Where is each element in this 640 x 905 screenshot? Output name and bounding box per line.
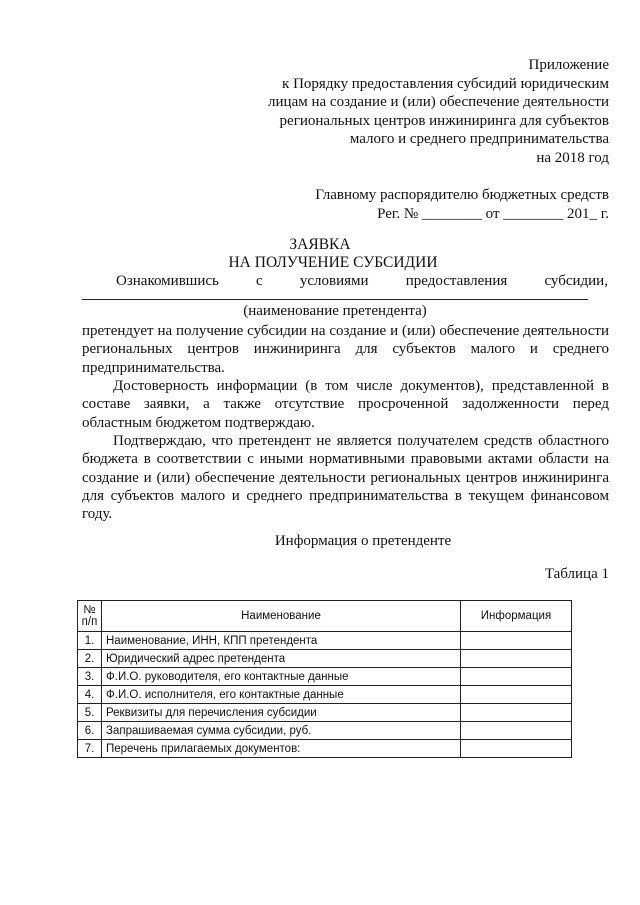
table-row [78,740,572,758]
info-column-header: Информация [461,601,572,632]
row-number: 6. [78,722,102,740]
table-row [78,722,572,740]
row-number: 4. [78,686,102,704]
annex-line: Приложение [528,57,609,73]
row-name: Ф.И.О. исполнителя, его контактные данные [102,686,461,704]
section-heading: Информация о претенденте [274,533,452,549]
intro-line [116,272,608,290]
intro-word: Ознакомившись [116,273,219,289]
annex-line: малого и среднего предпринимательства [349,131,609,147]
row-info-cell[interactable] [461,668,572,686]
document-title: ЗАЯВКА [289,236,351,253]
table-row [78,668,572,686]
row-name: Наименование, ИНН, КПП претендента [102,632,461,650]
paragraph-reliability: Достоверность информации (в том числе документов), представленной в составе заявки, а также отсутствие просроченной задолженности перед областным бюджетом подтверждаю. [82,378,609,431]
row-info-cell[interactable] [461,632,572,650]
row-name: Запрашиваемая сумма субсидии, руб. [102,722,461,740]
table-row [78,686,572,704]
row-name: Реквизиты для перечисления субсидии [102,704,461,722]
document-subtitle: НА ПОЛУЧЕНИЕ СУБСИДИИ [228,254,438,271]
table-label: Таблица 1 [544,566,609,582]
applicant-name-field[interactable] [82,299,588,300]
annex-line: к Порядку предоставления субсидий юридическим [282,75,609,92]
paragraph-claim: претендует на получение субсидии на создание и (или) обеспечение деятельности региональных центров инжиниринга для субъектов малого и среднего предпринимательства. [82,323,609,376]
recipient-line: Главному распорядителю бюджетных средств [315,187,609,203]
row-name: Ф.И.О. руководителя, его контактные данные [102,668,461,686]
row-number: 3. [78,668,102,686]
applicant-name-caption: (наименование претендента) [243,303,427,319]
annex-line: региональных центров инжиниринга для субъектов [279,112,609,129]
row-info-cell[interactable] [461,650,572,668]
row-name: Юридический адрес претендента [102,650,461,668]
row-info-cell[interactable] [461,722,572,740]
num-header-top: № [83,604,96,616]
annex-header [268,56,609,167]
num-column-header [78,601,102,632]
table-row [78,650,572,668]
recipient-block [315,186,609,223]
row-number: 2. [78,650,102,668]
paragraph-confirmation: Подтверждаю, что претендент не является получателем средств областного бюджета в соответствии с иными нормативными правовыми актами области на создание и (или) обеспечение деятельности региональных центров инжиниринга для субъектов малого и среднего предпринимательства в текущем финансовом году. [82,433,609,523]
intro-word: условиями [299,273,369,289]
row-number: 5. [78,704,102,722]
table-row [78,704,572,722]
row-info-cell[interactable] [461,686,572,704]
table-row [78,632,572,650]
name-column-header: Наименование [102,601,461,632]
intro-word: с [256,273,263,289]
row-number: 7. [78,740,102,758]
intro-word: предоставления [405,273,508,289]
row-name: Перечень прилагаемых документов: [102,740,461,758]
row-number: 1. [78,632,102,650]
table-header-row [78,601,572,632]
intro-word: субсидии, [544,273,608,289]
row-info-cell[interactable] [461,704,572,722]
row-info-cell[interactable] [461,740,572,758]
registration-line: Рег. № ________ от ________ 201_ г. [377,205,609,222]
annex-line: лицам на создание и (или) обеспечение деятельности [268,94,609,110]
applicant-info-table [77,600,572,758]
num-header-bottom: п/п [81,616,98,628]
annex-line: на 2018 год [536,149,609,166]
